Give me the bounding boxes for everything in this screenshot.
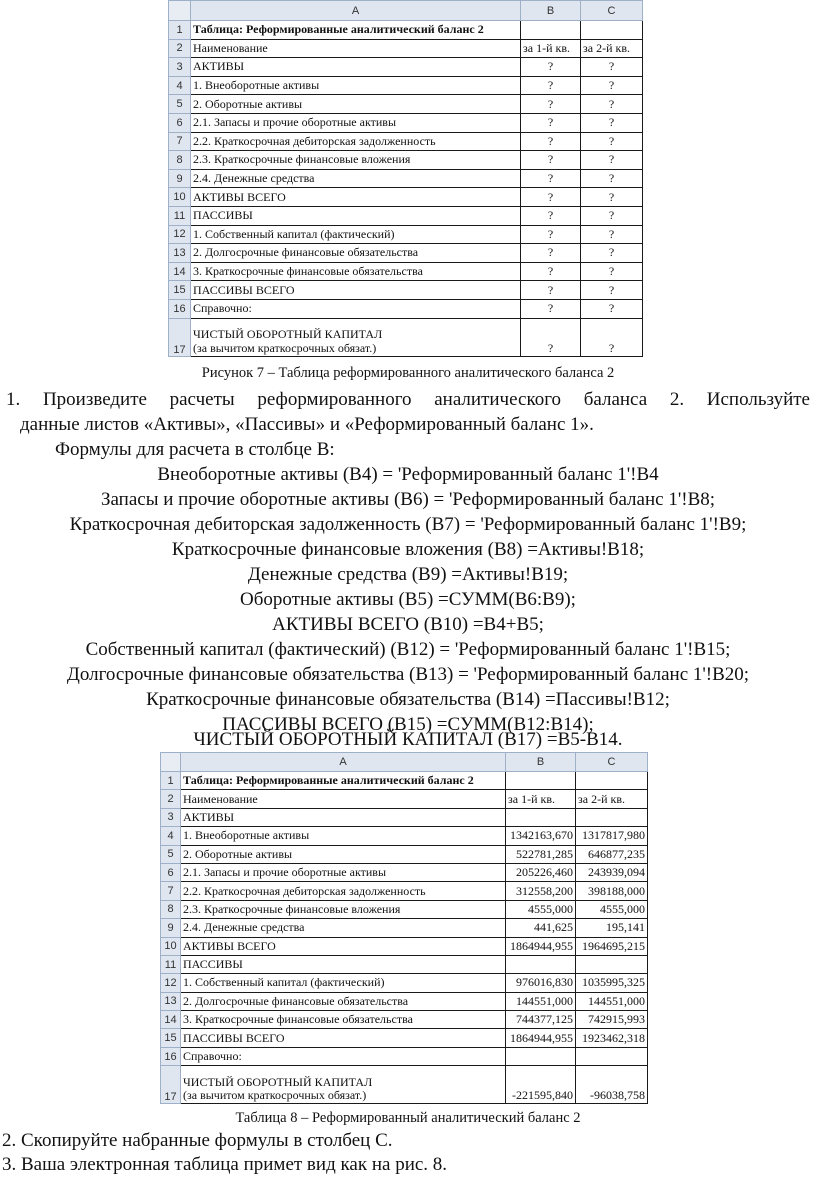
row-number: 13 (161, 992, 181, 1010)
cell-a: 3. Краткосрочные финансовые обязательства (191, 262, 521, 281)
table-row (169, 113, 643, 132)
table-row (169, 132, 643, 151)
cell-b: 312558,200 (506, 882, 576, 900)
cell-c: ? (581, 58, 643, 77)
cell-a: АКТИВЫ ВСЕГО (191, 188, 521, 207)
row-number: 1 (161, 772, 181, 790)
table-row (169, 244, 643, 263)
cell-c: за 2-й кв. (581, 39, 643, 58)
cell-c: ? (581, 225, 643, 244)
row-number: 12 (169, 225, 191, 244)
table-row (161, 863, 648, 881)
cell-a-line-2: (за вычитом краткосрочных обязат.) (183, 1088, 367, 1103)
cell-c: 646877,235 (576, 845, 648, 863)
cell-b: ? (521, 132, 581, 151)
cell-c (581, 21, 643, 40)
cell-a: 2.3. Краткосрочные финансовые вложения (191, 151, 521, 170)
table-row (169, 262, 643, 281)
cell-a: 1. Внеоборотные активы (181, 827, 506, 845)
row-number: 3 (169, 58, 191, 77)
cell-c (576, 808, 648, 826)
row-number: 11 (161, 955, 181, 973)
cell-c: 1317817,980 (576, 827, 648, 845)
table-row (161, 900, 648, 918)
cell-b: 976016,830 (506, 974, 576, 992)
column-header-b: B (506, 753, 576, 772)
cell-c: ? (581, 95, 643, 114)
cell-a: 2.4. Денежные средства (181, 919, 506, 937)
cell-a: 1. Внеоборотные активы (191, 76, 521, 95)
cell-c: -96038,758 (576, 1066, 648, 1104)
row-number: 6 (169, 113, 191, 132)
cell-a: ПАССИВЫ (181, 955, 506, 973)
row-number: 15 (161, 1029, 181, 1047)
row-number: 2 (169, 39, 191, 58)
row-number: 7 (169, 132, 191, 151)
cell-b: ? (521, 299, 581, 318)
row-number: 15 (169, 281, 191, 300)
cell-b: ? (521, 58, 581, 77)
row-number: 3 (161, 808, 181, 826)
row-number: 10 (169, 188, 191, 207)
row-number: 17 (161, 1066, 181, 1104)
table-8-caption: Таблица 8 – Реформированный аналитический баланс 2 (235, 1110, 581, 1126)
instruction-1-line-1 (6, 387, 810, 412)
cell-b: ? (521, 151, 581, 170)
formula-line: Внеоборотные активы (В4) = 'Реформированный баланс 1'!B4 (157, 464, 659, 485)
cell-b: ? (521, 318, 581, 356)
formula-line: Краткосрочные финансовые обязательства (В14) =Пассивы!B12; (146, 689, 670, 710)
cell-a (181, 1066, 506, 1104)
formula-line: ЧИСТЫЙ ОБОРОТНЫЙ КАПИТАЛ (В17) =B5-B14. (193, 729, 623, 750)
cell-b (506, 772, 576, 790)
column-header-a: A (181, 753, 506, 772)
row-number: 14 (169, 262, 191, 281)
cell-b: ? (521, 95, 581, 114)
cell-c: ? (581, 281, 643, 300)
table-row (161, 808, 648, 826)
table-row (169, 188, 643, 207)
row-number: 5 (169, 95, 191, 114)
row-number: 5 (161, 845, 181, 863)
table-row (161, 1066, 648, 1104)
cell-c: 4555,000 (576, 900, 648, 918)
cell-a: АКТИВЫ (181, 808, 506, 826)
cell-c (576, 772, 648, 790)
cell-a: Таблица: Реформированные аналитический баланс 2 (191, 21, 521, 40)
cell-b: ? (521, 76, 581, 95)
cell-c: ? (581, 244, 643, 263)
formulas-intro: Формулы для расчета в столбце В: (55, 439, 335, 460)
table-row (169, 281, 643, 300)
cell-b: ? (521, 244, 581, 263)
spreadsheet-figure-7 (168, 0, 643, 357)
cell-b: за 1-й кв. (506, 790, 576, 808)
select-all-corner (161, 753, 181, 772)
cell-b: ? (521, 225, 581, 244)
cell-b: 744377,125 (506, 1011, 576, 1029)
formula-line: Краткосрочная дебиторская задолженность (В7) = 'Реформированный баланс 1'!B9; (69, 514, 747, 535)
cell-c: 195,141 (576, 919, 648, 937)
row-number: 4 (169, 76, 191, 95)
column-header-b: B (521, 1, 581, 21)
formula-line: Денежные средства (В9) =Активы!B19; (247, 564, 569, 585)
cell-c: 742915,993 (576, 1011, 648, 1029)
table-row (169, 169, 643, 188)
cell-b (506, 808, 576, 826)
table-row (169, 151, 643, 170)
row-number: 8 (169, 151, 191, 170)
instruction-2: 2. Скопируйте набранные формулы в столбец С. (2, 1130, 393, 1151)
figure-7-caption: Рисунок 7 – Таблица реформированного аналитического баланса 2 (201, 365, 615, 381)
formula-line: Долгосрочные финансовые обязательства (В13) = 'Реформированный баланс 1'!B20; (66, 664, 750, 685)
row-number: 7 (161, 882, 181, 900)
table-row (161, 955, 648, 973)
table-row (169, 95, 643, 114)
table-row (169, 299, 643, 318)
row-number: 11 (169, 206, 191, 225)
cell-a: Справочно: (181, 1047, 506, 1065)
cell-a: 1. Собственный капитал (фактический) (181, 974, 506, 992)
cell-a (191, 318, 521, 356)
formula-line: АКТИВЫ ВСЕГО (В10) =B4+B5; (272, 614, 544, 635)
table-row (161, 937, 648, 955)
cell-c: 398188,000 (576, 882, 648, 900)
table-row (161, 845, 648, 863)
instruction-1-text: Произведите расчеты реформированного аналитического баланса 2. Используйте (42, 389, 810, 410)
column-header-c: C (576, 753, 648, 772)
instruction-3: 3. Ваша электронная таблица примет вид как на рис. 8. (2, 1154, 448, 1175)
cell-a: 2.4. Денежные средства (191, 169, 521, 188)
cell-a: 2. Оборотные активы (181, 845, 506, 863)
table-row (161, 827, 648, 845)
row-number: 14 (161, 1011, 181, 1029)
table-row (169, 318, 643, 356)
formula-line: Запасы и прочие оборотные активы (В6) = 'Реформированный баланс 1'!B8; (100, 489, 716, 510)
cell-b: 144551,000 (506, 992, 576, 1010)
column-header-row (161, 753, 648, 772)
cell-b (506, 955, 576, 973)
cell-c: ? (581, 318, 643, 356)
cell-b: 205226,460 (506, 863, 576, 881)
cell-c: ? (581, 299, 643, 318)
cell-b: ? (521, 169, 581, 188)
row-number: 9 (169, 169, 191, 188)
cell-b: -221595,840 (506, 1066, 576, 1104)
table-row (161, 1047, 648, 1065)
cell-c: ? (581, 262, 643, 281)
table-row (169, 225, 643, 244)
table-row (161, 790, 648, 808)
cell-c (576, 1047, 648, 1065)
cell-a: 2. Долгосрочные финансовые обязательства (191, 244, 521, 263)
row-number: 17 (169, 318, 191, 356)
cell-b (506, 1047, 576, 1065)
row-number: 10 (161, 937, 181, 955)
cell-c: 144551,000 (576, 992, 648, 1010)
cell-a-line-2: (за вычитом краткосрочных обязат.) (193, 340, 377, 355)
table-row (161, 882, 648, 900)
cell-b: ? (521, 113, 581, 132)
table-row (161, 919, 648, 937)
cell-c (576, 955, 648, 973)
cell-b: 1864944,955 (506, 1029, 576, 1047)
row-number: 8 (161, 900, 181, 918)
cell-c: 1964695,215 (576, 937, 648, 955)
cell-b: 522781,285 (506, 845, 576, 863)
cell-c: ? (581, 151, 643, 170)
cell-c: 1035995,325 (576, 974, 648, 992)
cell-b (521, 21, 581, 40)
table-row (161, 974, 648, 992)
row-number: 13 (169, 244, 191, 263)
instruction-1-number: 1. (6, 389, 21, 410)
row-number: 2 (161, 790, 181, 808)
instruction-1-line-2: данные листов «Активы», «Пассивы» и «Реформированный баланс 1». (20, 414, 594, 435)
cell-c: 243939,094 (576, 863, 648, 881)
cell-a: Таблица: Реформированные аналитический баланс 2 (181, 772, 506, 790)
table-row (161, 1029, 648, 1047)
cell-a: 2. Оборотные активы (191, 95, 521, 114)
cell-c: ? (581, 113, 643, 132)
cell-a: АКТИВЫ ВСЕГО (181, 937, 506, 955)
cell-a: ПАССИВЫ ВСЕГО (181, 1029, 506, 1047)
table-row (169, 21, 643, 40)
select-all-corner (169, 1, 191, 21)
cell-b: ? (521, 206, 581, 225)
cell-a: 2. Долгосрочные финансовые обязательства (181, 992, 506, 1010)
cell-a: 2.3. Краткосрочные финансовые вложения (181, 900, 506, 918)
table-row (169, 58, 643, 77)
cell-c: ? (581, 169, 643, 188)
table-row (161, 1011, 648, 1029)
cell-a: 2.1. Запасы и прочие оборотные активы (181, 863, 506, 881)
row-number: 16 (169, 299, 191, 318)
row-number: 1 (169, 21, 191, 40)
cell-a: 2.1. Запасы и прочие оборотные активы (191, 113, 521, 132)
cell-c: ? (581, 76, 643, 95)
spreadsheet-table-8 (160, 752, 648, 1104)
column-header-a: A (191, 1, 521, 21)
cell-c: ? (581, 188, 643, 207)
table-row (161, 772, 648, 790)
cell-a: Наименование (181, 790, 506, 808)
formula-line: Оборотные активы (В5) =СУММ(B6:B9); (240, 589, 576, 610)
cell-c: ? (581, 206, 643, 225)
cell-a: ПАССИВЫ ВСЕГО (191, 281, 521, 300)
formula-line: Краткосрочные финансовые вложения (В8) =Активы!B18; (171, 539, 645, 560)
cell-a: ПАССИВЫ (191, 206, 521, 225)
cell-a-line-1: ЧИСТЫЙ ОБОРОТНЫЙ КАПИТАЛ (193, 326, 383, 341)
table-row (161, 992, 648, 1010)
cell-b: ? (521, 188, 581, 207)
row-number: 6 (161, 863, 181, 881)
column-header-row (169, 1, 643, 21)
row-number: 16 (161, 1047, 181, 1065)
cell-a: 2.2. Краткосрочная дебиторская задолженность (191, 132, 521, 151)
table-row (169, 206, 643, 225)
cell-b: 4555,000 (506, 900, 576, 918)
cell-a: 2.2. Краткосрочная дебиторская задолженность (181, 882, 506, 900)
cell-a: 1. Собственный капитал (фактический) (191, 225, 521, 244)
cell-a-line-1: ЧИСТЫЙ ОБОРОТНЫЙ КАПИТАЛ (183, 1074, 373, 1089)
cell-a: Справочно: (191, 299, 521, 318)
cell-a: АКТИВЫ (191, 58, 521, 77)
row-number: 4 (161, 827, 181, 845)
cell-a: Наименование (191, 39, 521, 58)
cell-a: 3. Краткосрочные финансовые обязательства (181, 1011, 506, 1029)
cell-b: 441,625 (506, 919, 576, 937)
column-header-c: C (581, 1, 643, 21)
row-number: 9 (161, 919, 181, 937)
formula-line: Собственный капитал (фактический) (В12) = 'Реформированный баланс 1'!B15; (85, 639, 731, 660)
cell-c: ? (581, 132, 643, 151)
cell-b: за 1-й кв. (521, 39, 581, 58)
cell-b: ? (521, 262, 581, 281)
row-number: 12 (161, 974, 181, 992)
cell-c: 1923462,318 (576, 1029, 648, 1047)
cell-b: ? (521, 281, 581, 300)
cell-b: 1864944,955 (506, 937, 576, 955)
formula-line: ПАССИВЫ ВСЕГО (В15) =СУММ(B12:B14); (222, 714, 594, 735)
table-row (169, 76, 643, 95)
cell-b: 1342163,670 (506, 827, 576, 845)
table-row (169, 39, 643, 58)
cell-c: за 2-й кв. (576, 790, 648, 808)
